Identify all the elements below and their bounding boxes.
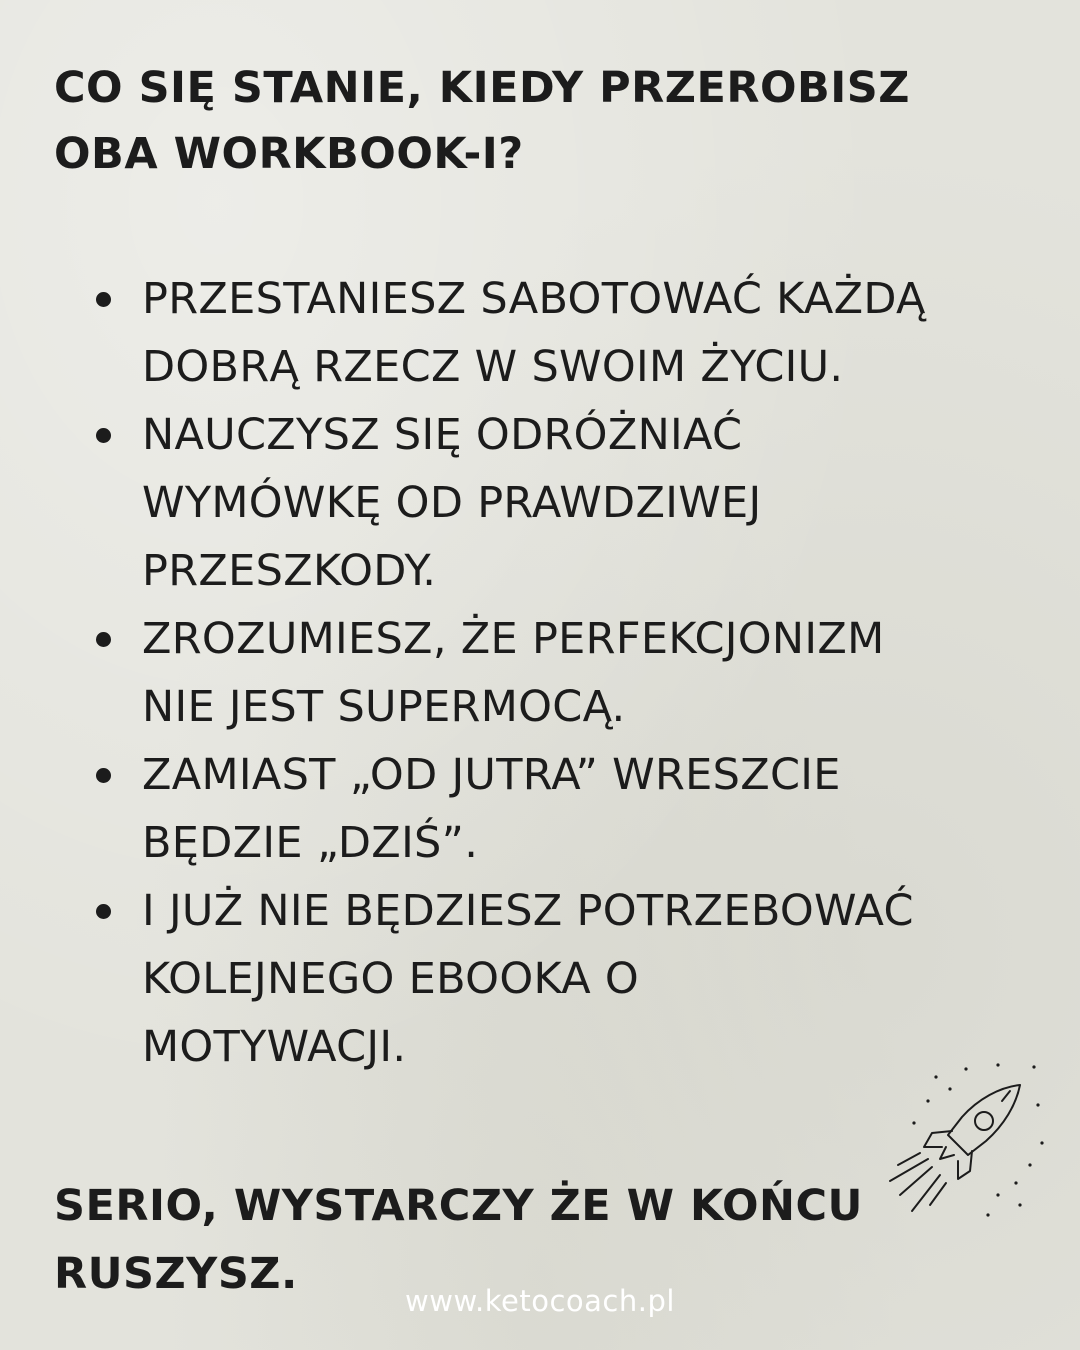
benefit-line: ZROZUMIESZ, ŻE PERFEKCJONIZM [142,614,885,664]
bullet-icon [96,768,111,783]
closing-line-1: SERIO, WYSTARCZY ŻE W KOŃCU [54,1181,863,1231]
page-heading [54,55,1014,187]
benefit-line: WYMÓWKĘ OD PRAWDZIWEJ [142,478,762,528]
bullet-icon [96,428,111,443]
benefit-line: ZAMIAST „OD JUTRA” WRESZCIE [142,750,841,800]
benefit-item-5 [90,877,1050,1081]
benefit-line: KOLEJNEGO EBOOKA O [142,954,640,1004]
rocket-icon [870,1055,1050,1235]
benefit-line: MOTYWACJI. [142,1022,407,1072]
benefit-line: PRZESZKODY. [142,546,437,596]
heading-line-1: CO SIĘ STANIE, KIEDY PRZEROBISZ [54,63,910,113]
bullet-icon [96,904,111,919]
website-url: www.ketocoach.pl [405,1284,675,1318]
benefit-item-4 [90,741,1050,877]
bullet-icon [96,632,111,647]
benefit-line: BĘDZIE „DZIŚ”. [142,818,479,868]
benefit-line: NAUCZYSZ SIĘ ODRÓŻNIAĆ [142,410,743,460]
benefits-list [90,265,1050,1081]
heading-line-2: OBA WORKBOOK-I? [54,129,524,179]
bullet-icon [96,292,111,307]
benefit-line: PRZESTANIESZ SABOTOWAĆ KAŻDĄ [142,274,926,324]
benefit-line: I JUŻ NIE BĘDZIESZ POTRZEBOWAĆ [142,886,914,936]
benefit-line: NIE JEST SUPERMOCĄ. [142,682,626,732]
benefit-item-2 [90,401,1050,605]
benefit-item-3 [90,605,1050,741]
benefit-item-1 [90,265,1050,401]
closing-line-2: RUSZYSZ. [54,1249,298,1299]
benefit-line: DOBRĄ RZECZ W SWOIM ŻYCIU. [142,342,844,392]
